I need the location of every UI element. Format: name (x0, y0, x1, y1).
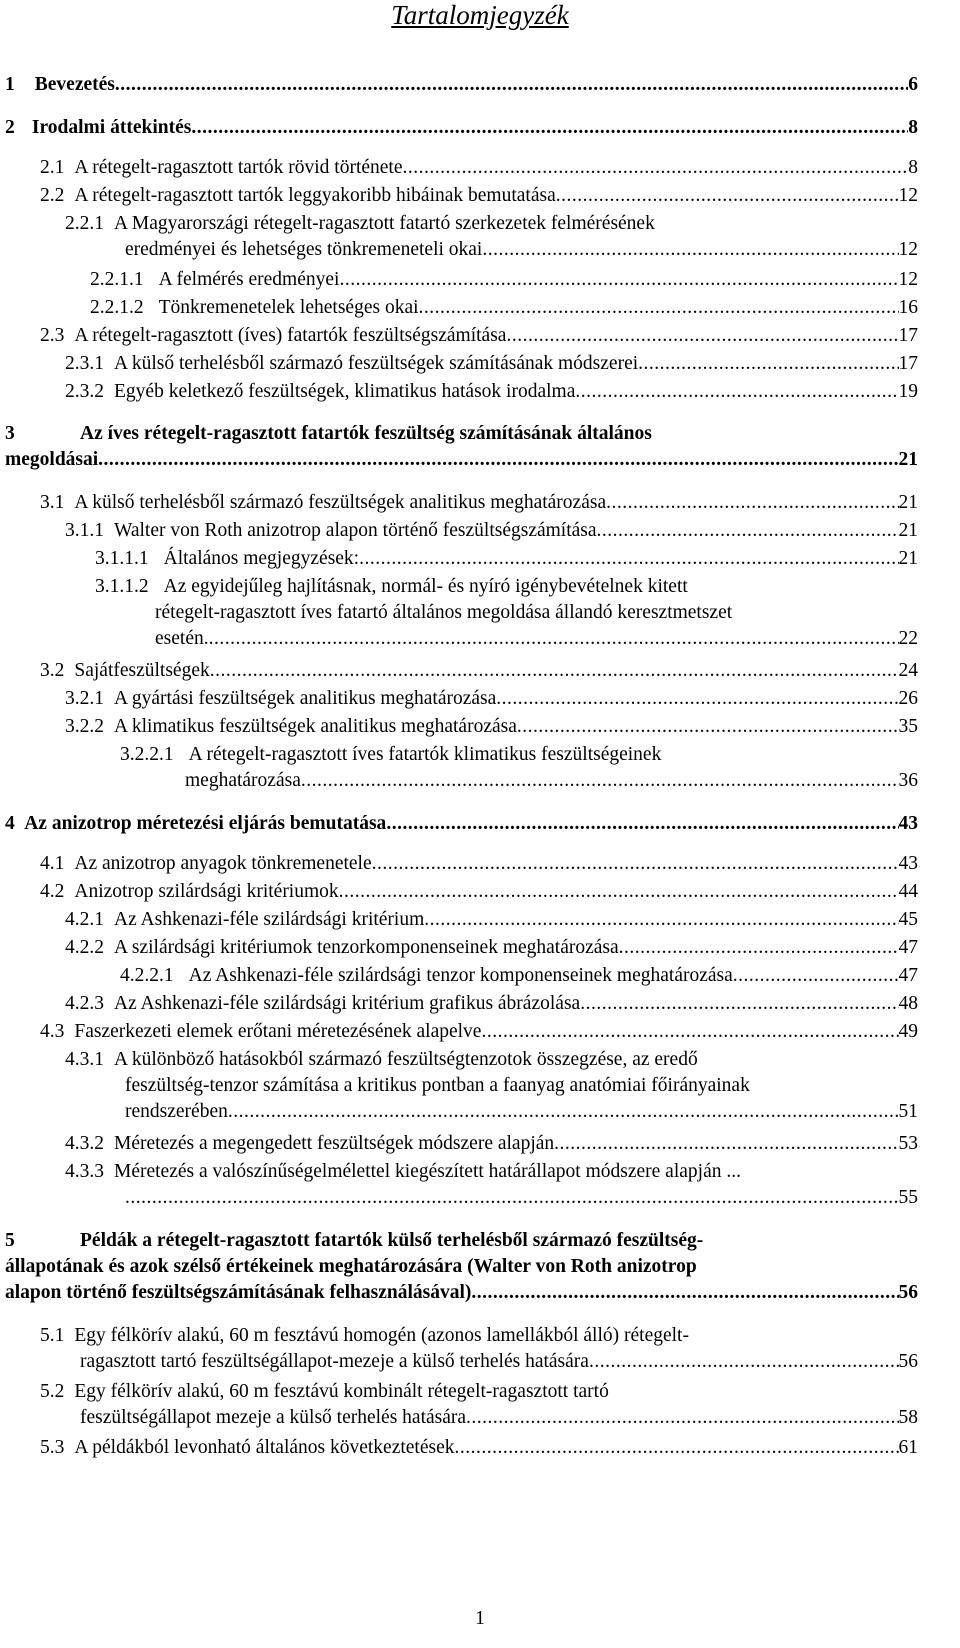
toc-page-number: 58 (898, 1407, 918, 1428)
toc-entry-title: Az egyidejűleg hajlításnak, normál- és nyíró igénybevételnek kitett (163, 576, 688, 597)
dot-leader (575, 379, 898, 405)
toc-line (0, 155, 918, 181)
dot-leader (209, 626, 899, 652)
toc-entry[interactable] (0, 658, 918, 684)
toc-line (0, 447, 918, 473)
toc-entry-title: alapon történő feszültségszámításának felhasználásával) (5, 1282, 472, 1303)
toc-page-number: 24 (898, 660, 918, 681)
toc-entry-number: 4.1 (40, 853, 65, 874)
toc-entry-number: 2.3 (40, 325, 65, 346)
toc-page-number: 45 (898, 909, 918, 930)
toc-page-number: 21 (898, 449, 918, 470)
toc-page-number: 19 (898, 381, 918, 402)
toc-entry-title: A rétegelt-ragasztott tartók leggyakoribb hibáinak bemutatása (74, 185, 556, 206)
toc-entry[interactable] (0, 267, 918, 293)
dot-leader (482, 237, 898, 263)
toc-page-number: 21 (898, 520, 918, 541)
toc-entry-title: Általános megjegyzések: (163, 548, 360, 569)
dot-leader (606, 490, 898, 516)
dot-leader (471, 1280, 898, 1306)
toc-entry-number: 2.2 (40, 185, 65, 206)
toc-line (0, 686, 918, 712)
toc-line (0, 1047, 918, 1073)
toc-entry-title: Sajátfeszültségek (74, 660, 210, 681)
toc-entry[interactable] (0, 155, 918, 181)
toc-entry-title: meghatározása (185, 770, 301, 791)
toc-page-number: 55 (898, 1187, 918, 1208)
toc-line (0, 323, 918, 349)
toc-line (0, 295, 918, 321)
dot-leader (403, 155, 909, 181)
toc-entry-title: Példák a rétegelt-ragasztott fatartók külső terhelésből származó feszültség- (80, 1230, 704, 1251)
toc-title: Tartalomjegyzék (391, 0, 569, 30)
toc-entry-number: 5 (5, 1230, 15, 1251)
toc-page-number: 26 (898, 688, 918, 709)
toc-line (0, 1435, 918, 1461)
toc-page-number: 35 (898, 716, 918, 737)
toc-entry-title: A külső terhelésből származó feszültségek analitikus meghatározása (74, 492, 607, 513)
toc-entry-title: A Magyarországi rétegelt-ragasztott fatartó szerkezetek felmérésének (114, 213, 655, 234)
dot-leader (466, 1405, 898, 1431)
toc-entry-title: A különböző hatásokból származó feszültségtenzotok összegzése, az eredő (114, 1049, 698, 1070)
toc-line (0, 714, 918, 740)
toc-entry-title: A rétegelt-ragasztott (íves) fatartók feszültségszámítása (74, 325, 507, 346)
toc-entry[interactable] (0, 742, 918, 794)
toc-entry-number: 2.2.1.2 (90, 297, 144, 318)
toc-line (0, 935, 918, 961)
toc-line (0, 600, 918, 626)
toc-entry[interactable] (0, 811, 918, 837)
toc-entry-number: 3.2.1 (65, 688, 104, 709)
toc-line (0, 1073, 918, 1099)
toc-page-number: 48 (898, 993, 918, 1014)
toc-line (0, 211, 918, 237)
toc-entry-title: feszültség-tenzor számítása a kritikus pontban a faanyag anatómiai főirányainak (125, 1075, 750, 1096)
toc-entry-number: 4.2.3 (65, 993, 104, 1014)
toc-entry-number: 2.3.1 (65, 353, 104, 374)
toc-entry[interactable] (0, 421, 918, 473)
toc-line (0, 546, 918, 572)
toc-entry-number: 4.3.3 (65, 1161, 104, 1182)
toc-entry-title: Az Ashkenazi-féle szilárdsági tenzor komponenseinek meghatározása (188, 965, 733, 986)
toc-entry-title: Az Ashkenazi-féle szilárdsági kritérium (114, 909, 425, 930)
toc-entry[interactable] (0, 72, 918, 98)
toc-page-number: 21 (898, 492, 918, 513)
toc-entry[interactable] (0, 546, 918, 572)
toc-page-number: 61 (898, 1437, 918, 1458)
toc-entry-title: A gyártási feszültségek analitikus meghatározása (114, 688, 497, 709)
toc-entry-number: 1 (5, 74, 15, 95)
toc-entry-number: 3.2.2 (65, 716, 104, 737)
toc-entry[interactable] (0, 879, 918, 905)
toc-entry[interactable] (0, 379, 918, 405)
dot-leader (359, 546, 898, 572)
toc-entry-title: Az íves rétegelt-ragasztott fatartók feszültség számításának általános (80, 423, 652, 444)
toc-entry[interactable] (0, 1019, 918, 1045)
toc-entry[interactable] (0, 183, 918, 209)
toc-entry-number: 4 (5, 813, 15, 834)
dot-leader (638, 351, 898, 377)
toc-entry-title: megoldásai (5, 449, 99, 470)
toc-line (0, 742, 918, 768)
toc-entry-title: rendszerében (125, 1101, 228, 1122)
toc-page-number: 43 (898, 813, 918, 834)
toc-entry-title: állapotának és azok szélső értékeinek meghatározására (Walter von Roth anizotrop (5, 1256, 697, 1277)
toc-line (0, 1159, 918, 1185)
toc-line (0, 115, 918, 141)
toc-entry-title: Irodalmi áttekintés (31, 117, 192, 138)
toc-entry-number: 2.2.1 (65, 213, 104, 234)
toc-entry-number: 3.1.1.2 (95, 576, 149, 597)
dot-leader (339, 267, 898, 293)
toc-line (0, 1099, 918, 1125)
toc-page-number: 56 (898, 1282, 918, 1303)
toc-entry[interactable] (0, 907, 918, 933)
toc-page-number: 49 (898, 1021, 918, 1042)
toc-entry-title: Az anizotrop anyagok tönkremenetele (74, 853, 372, 874)
toc-line (0, 518, 918, 544)
toc-page-number: 43 (898, 853, 918, 874)
toc-line (0, 811, 918, 837)
toc-entry[interactable] (0, 1047, 918, 1125)
toc-entry-number: 4.2.2 (65, 937, 104, 958)
toc-entry-title: Tönkremenetelek lehetséges okai (158, 297, 419, 318)
toc-line (0, 991, 918, 1017)
toc-page-number: 8 (908, 157, 918, 178)
dot-leader (386, 811, 898, 837)
toc-line (0, 421, 918, 447)
toc-page-number: 22 (898, 628, 918, 649)
dot-leader (597, 518, 899, 544)
toc-entry[interactable] (0, 323, 918, 349)
toc-page-number: 12 (898, 269, 918, 290)
toc-line (0, 379, 918, 405)
toc-line (0, 1405, 918, 1431)
toc-entry-number: 2.3.2 (65, 381, 104, 402)
toc-entry-title: A rétegelt-ragasztott íves fatartók klimatikus feszültségeinek (188, 744, 662, 765)
toc-entry-title: A felmérés eredményei (158, 269, 340, 290)
toc-entry-title: Faszerkezeti elemek erőtani méretezésének alapelve (74, 1021, 482, 1042)
toc-entry-number: 2 (5, 117, 15, 138)
toc-entry[interactable] (0, 351, 918, 377)
toc-entry-number: 2.1 (40, 157, 65, 178)
toc-entry-number: 4.3.2 (65, 1133, 104, 1154)
toc-page-number: 16 (898, 297, 918, 318)
toc-line (0, 1185, 918, 1211)
toc-entry-number: 3.1.1.1 (95, 548, 149, 569)
toc-entry[interactable] (0, 211, 918, 263)
toc-entry[interactable] (0, 686, 918, 712)
toc-entry-title: ragasztott tartó feszültségállapot-mezeje a külső terhelés hatására (80, 1351, 589, 1372)
toc-entry-number: 4.2 (40, 881, 65, 902)
toc-entry-number: 4.3.1 (65, 1049, 104, 1070)
dot-leader (125, 1185, 899, 1211)
toc-entry[interactable] (0, 991, 918, 1017)
toc-line (0, 658, 918, 684)
toc-line (0, 963, 918, 989)
toc-entry-title: feszültségállapot mezeje a külső terhelés hatására (80, 1407, 467, 1428)
toc-entry[interactable] (0, 1323, 918, 1375)
toc-entry[interactable] (0, 574, 918, 652)
toc-line (0, 72, 918, 98)
toc-entry-number: 5.2 (40, 1381, 65, 1402)
toc-entry-number: 5.1 (40, 1325, 65, 1346)
toc-entry-title: A rétegelt-ragasztott tartók rövid története (74, 157, 403, 178)
dot-leader (733, 963, 899, 989)
toc-line (0, 183, 918, 209)
toc-entry[interactable] (0, 1435, 918, 1461)
toc-entry-number: 3.2 (40, 660, 65, 681)
toc-entry-title: Méretezés a valószínűségelmélettel kiegészített határállapot módszere alapján ... (114, 1161, 741, 1182)
toc-entry-title: rétegelt-ragasztott íves fatartó általános megoldása állandó keresztmetszet (155, 602, 733, 623)
toc-entry-number: 3.1 (40, 492, 65, 513)
toc-entry[interactable] (0, 851, 918, 877)
toc-entry[interactable] (0, 1131, 918, 1157)
toc-entry-number: 3.1.1 (65, 520, 104, 541)
toc-page-number: 36 (898, 770, 918, 791)
dot-leader (424, 907, 898, 933)
dot-leader (589, 1349, 899, 1375)
dot-leader (619, 935, 899, 961)
toc-entry-number: 3.2.2.1 (120, 744, 174, 765)
toc-entry-title: Bevezetés (34, 74, 115, 95)
toc-page-number: 12 (898, 239, 918, 260)
toc-page-number: 47 (898, 937, 918, 958)
toc-entry-title: Méretezés a megengedett feszültségek módszere alapján (114, 1133, 555, 1154)
toc-entry[interactable] (0, 1379, 918, 1431)
toc-entry[interactable] (0, 518, 918, 544)
toc-line (0, 907, 918, 933)
dot-leader (339, 879, 899, 905)
toc-line (0, 490, 918, 516)
dot-leader (556, 183, 899, 209)
toc-page-number: 8 (908, 117, 918, 138)
toc-line (0, 879, 918, 905)
page-number: 1 (475, 1608, 485, 1629)
dot-leader (580, 991, 898, 1017)
toc-entry-title: Az anizotrop méretezési eljárás bemutatása (24, 813, 387, 834)
toc-line (0, 626, 918, 652)
toc-entry-number: 2.2.1.1 (90, 269, 144, 290)
toc-entry-title: esetén. (155, 628, 209, 649)
toc-line (0, 851, 918, 877)
toc-line (0, 351, 918, 377)
dot-leader (455, 1435, 899, 1461)
toc-line (0, 1228, 918, 1254)
toc-entry-title: A példákból levonható általános következtetések (74, 1437, 455, 1458)
toc-page-number: 17 (898, 325, 918, 346)
dot-leader (210, 658, 899, 684)
toc-page-number: 56 (898, 1351, 918, 1372)
dot-leader (301, 768, 899, 794)
toc-line (0, 1254, 918, 1280)
toc-entry-title: Az Ashkenazi-féle szilárdsági kritérium grafikus ábrázolása (114, 993, 581, 1014)
dot-leader (98, 447, 898, 473)
toc-page-number: 17 (898, 353, 918, 374)
dot-leader (191, 115, 908, 141)
toc-entry-number: 4.2.2.1 (120, 965, 174, 986)
toc-line (0, 1379, 918, 1405)
toc-entry-title: A klimatikus feszültségek analitikus meghatározása (114, 716, 517, 737)
toc-entry-title: Egy félkörív alakú, 60 m fesztávú homogén (azonos lamellákból álló) rétegelt- (74, 1325, 689, 1346)
toc-entry-number: 3 (5, 423, 15, 444)
dot-leader (554, 1131, 898, 1157)
toc-page-number: 12 (898, 185, 918, 206)
dot-leader (115, 72, 908, 98)
toc-page-number: 6 (908, 74, 918, 95)
toc-line (0, 1280, 918, 1306)
toc-entry-title: Anizotrop szilárdsági kritériumok (74, 881, 339, 902)
toc-page-number: 47 (898, 965, 918, 986)
toc-entry-title: A szilárdsági kritériumok tenzorkomponenseinek meghatározása (114, 937, 619, 958)
dot-leader (517, 714, 899, 740)
toc-entry[interactable] (0, 963, 918, 989)
toc-page-number: 44 (898, 881, 918, 902)
toc-entry[interactable] (0, 714, 918, 740)
toc-entry-number: 4.2.1 (65, 909, 104, 930)
toc-line (0, 1019, 918, 1045)
toc-entry-title: Walter von Roth anizotrop alapon történő feszültségszámítása (114, 520, 597, 541)
toc-entry[interactable] (0, 490, 918, 516)
toc-line (0, 1349, 918, 1375)
toc-line (0, 574, 918, 600)
toc-entry[interactable] (0, 935, 918, 961)
toc-entry-title: eredményei és lehetséges tönkremeneteli okai (125, 239, 483, 260)
toc-page-number: 51 (898, 1101, 918, 1122)
dot-leader (372, 851, 899, 877)
toc-entry[interactable] (0, 115, 918, 141)
dot-leader (496, 686, 898, 712)
toc-entry-title: A külső terhelésből származó feszültségek számításának módszerei (114, 353, 639, 374)
toc-line (0, 1323, 918, 1349)
toc-line (0, 237, 918, 263)
dot-leader (506, 323, 898, 349)
dot-leader (228, 1099, 899, 1125)
toc-line (0, 768, 918, 794)
toc-entry-title: Egy félkörív alakú, 60 m fesztávú kombinált rétegelt-ragasztott tartó (74, 1381, 609, 1402)
dot-leader (481, 1019, 898, 1045)
toc-line (0, 1131, 918, 1157)
toc-page-number: 21 (898, 548, 918, 569)
toc-line (0, 267, 918, 293)
toc-entry-number: 5.3 (40, 1437, 65, 1458)
dot-leader (419, 295, 899, 321)
toc-entry-title: Egyéb keletkező feszültségek, klimatikus hatások irodalma (114, 381, 576, 402)
toc-page-number: 53 (898, 1133, 918, 1154)
toc-entry-number: 4.3 (40, 1021, 65, 1042)
toc-entry[interactable] (0, 1159, 918, 1211)
toc-entry[interactable] (0, 1228, 918, 1306)
toc-entry[interactable] (0, 295, 918, 321)
